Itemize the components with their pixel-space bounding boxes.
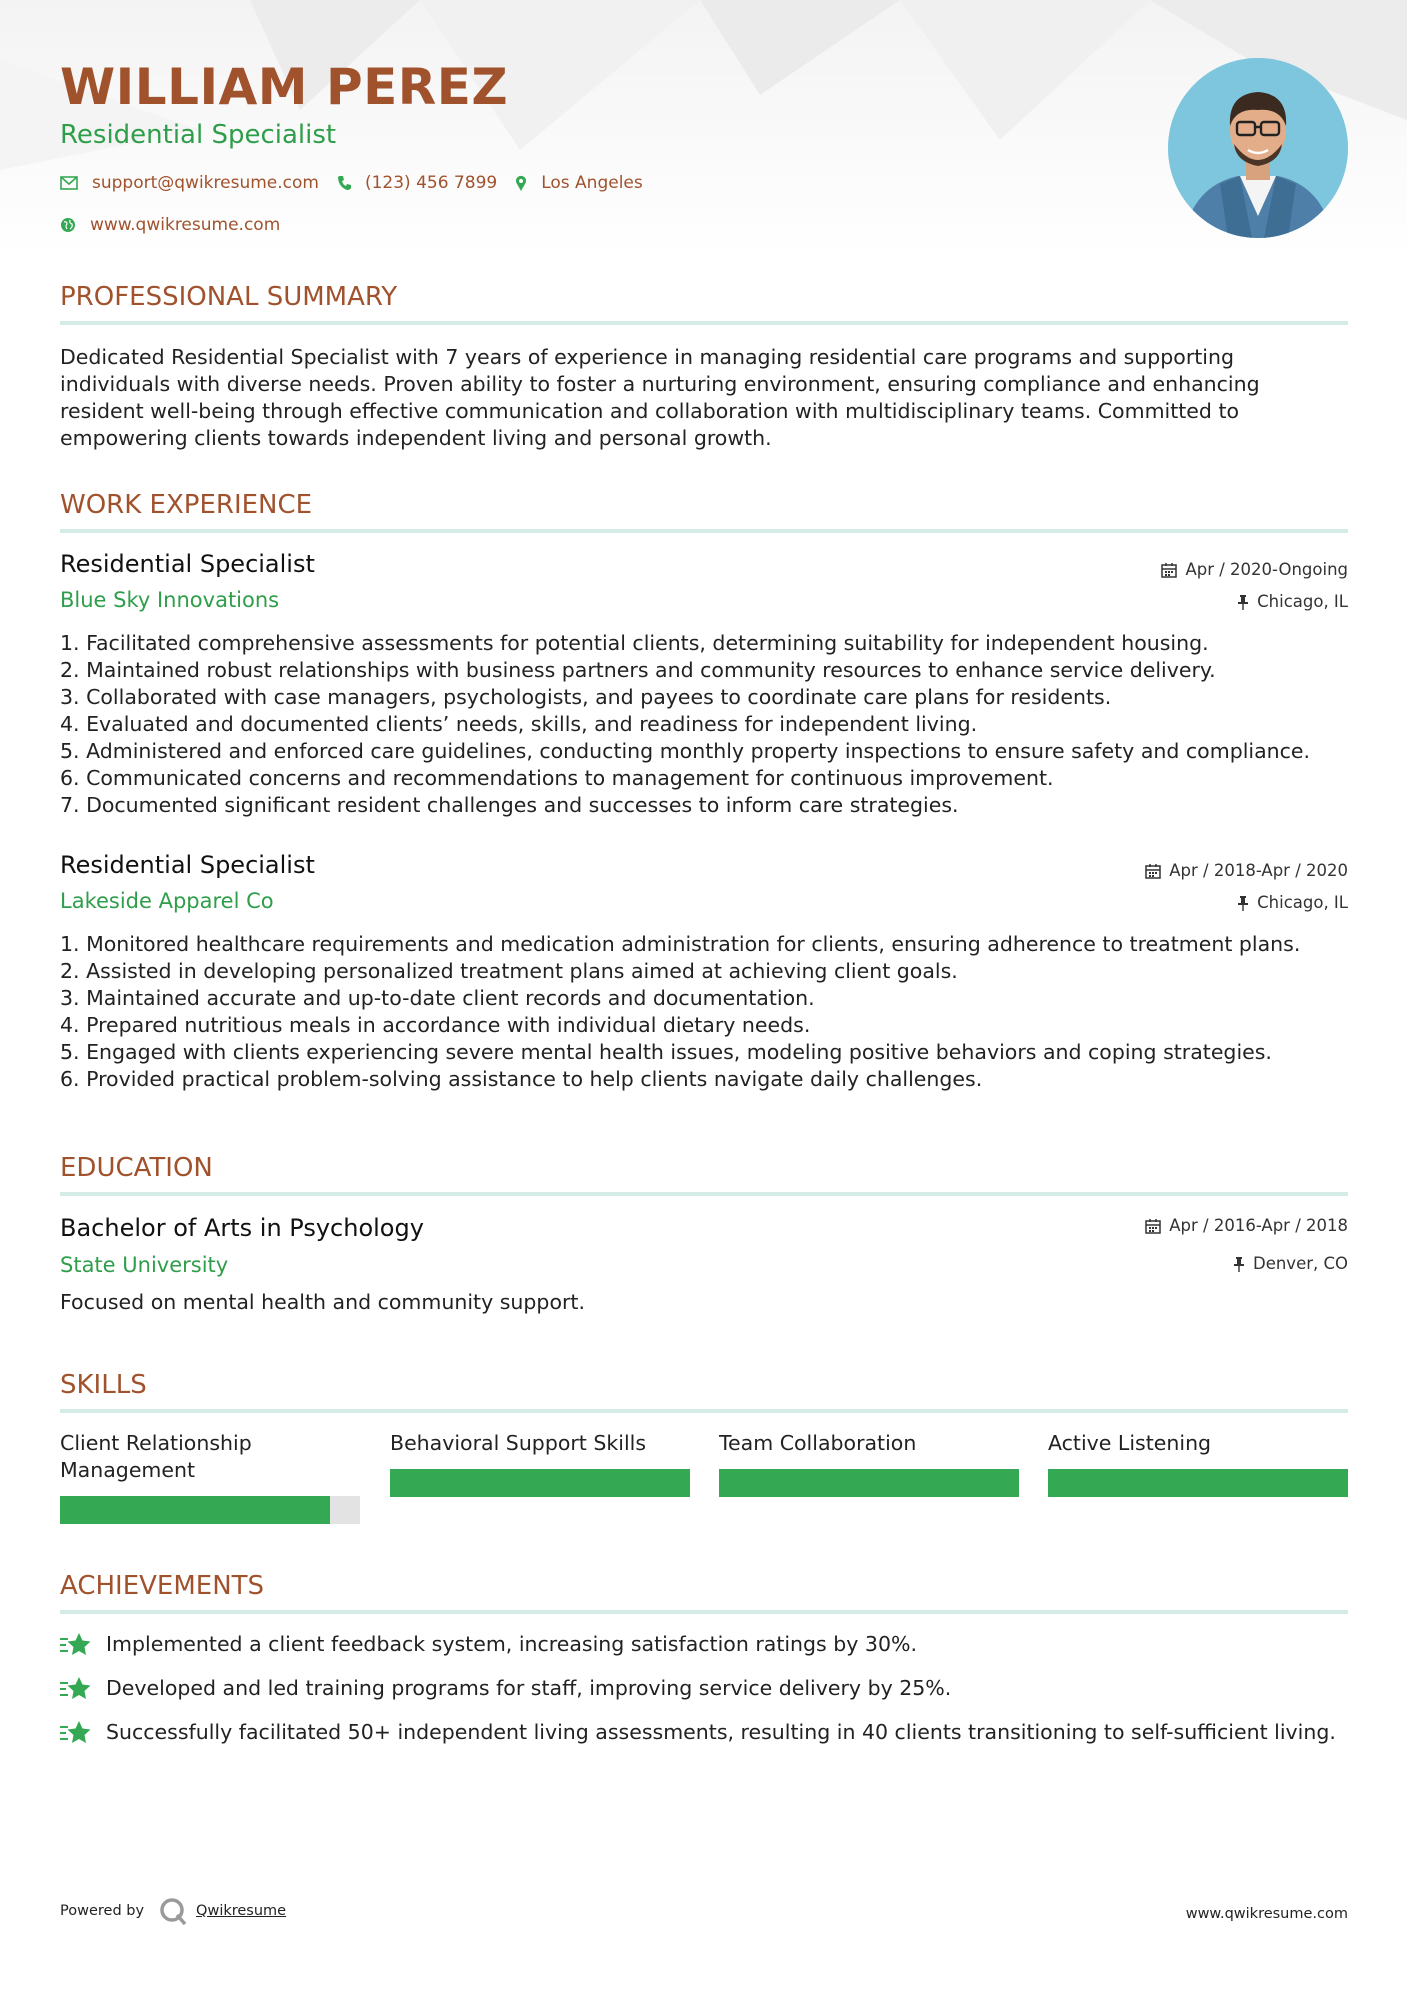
pushpin-icon <box>1237 895 1249 911</box>
job-company: Blue Sky Innovations <box>60 588 280 612</box>
candidate-title: Residential Specialist <box>60 120 337 150</box>
skill-bar-fill <box>60 1496 330 1524</box>
skills-heading: SKILLS <box>60 1370 147 1400</box>
job-location-text: Chicago, IL <box>1257 893 1348 912</box>
skill-bar-fill <box>390 1469 690 1497</box>
job-dates <box>1145 861 1348 880</box>
contact-row-primary <box>60 173 661 193</box>
skill-bar <box>719 1469 1019 1497</box>
job-bullets <box>60 931 1348 1093</box>
skills-divider <box>60 1409 1348 1413</box>
website-text: www.qwikresume.com <box>90 215 281 235</box>
list-item: 3. Collaborated with case managers, psychologists, and payees to coordinate care plans for residents. <box>60 685 1112 709</box>
school-name: State University <box>60 1253 229 1277</box>
education-heading: EDUCATION <box>60 1153 213 1183</box>
education-dates <box>1145 1216 1348 1235</box>
list-item: 5. Engaged with clients experiencing severe mental health issues, modeling positive behaviors and coping strategies. <box>60 1040 1272 1064</box>
skill-name-line: Active Listening <box>1048 1431 1212 1455</box>
candidate-name: WILLIAM PEREZ <box>60 58 509 116</box>
summary-line: empowering clients towards independent living and personal growth. <box>60 426 772 450</box>
summary-line: individuals with diverse needs. Proven ability to foster a nurturing environment, ensuring compliance and enhancing <box>60 372 1260 396</box>
list-item: 2. Assisted in developing personalized treatment plans aimed at achieving client goals. <box>60 959 958 983</box>
skill-name-line: Client Relationship <box>60 1431 252 1455</box>
job-dates-text: Apr / 2018-Apr / 2020 <box>1169 861 1348 880</box>
skill-item <box>719 1430 1019 1457</box>
skill-item <box>60 1430 360 1484</box>
skill-bar-fill <box>1048 1469 1348 1497</box>
achievement-item <box>60 1719 1336 1745</box>
job-location <box>1237 893 1348 912</box>
powered-by-label: Powered by <box>60 1903 145 1919</box>
contact-phone[interactable] <box>337 173 497 193</box>
contact-location <box>515 173 643 193</box>
summary-divider <box>60 321 1348 325</box>
star-icon <box>60 1675 92 1701</box>
qwikresume-link[interactable]: Qwikresume <box>196 1903 287 1919</box>
achievement-item <box>60 1675 951 1701</box>
education-description: Focused on mental health and community support. <box>60 1290 585 1314</box>
achievement-text: Successfully facilitated 50+ independent living assessments, resulting in 40 clients transitioning to self-sufficient living. <box>106 1720 1336 1744</box>
phone-text: (123) 456 7899 <box>364 173 498 193</box>
summary-text <box>60 344 1348 452</box>
contact-row-secondary <box>60 215 298 235</box>
list-item: 4. Prepared nutritious meals in accordance with individual dietary needs. <box>60 1013 811 1037</box>
job-company: Lakeside Apparel Co <box>60 889 274 913</box>
qwikresume-logo-icon <box>158 1896 188 1926</box>
skill-bar <box>1048 1469 1348 1497</box>
skill-item <box>1048 1430 1348 1457</box>
list-item: 6. Provided practical problem-solving assistance to help clients navigate daily challenges. <box>60 1067 983 1091</box>
achievement-text: Developed and led training programs for staff, improving service delivery by 25%. <box>106 1676 952 1700</box>
achievement-text: Implemented a client feedback system, increasing satisfaction ratings by 30%. <box>106 1632 917 1656</box>
summary-line: resident well-being through effective communication and collaboration with multidisciplinary teams. Committed to <box>60 399 1240 423</box>
degree-title: Bachelor of Arts in Psychology <box>60 1214 424 1242</box>
experience-heading: WORK EXPERIENCE <box>60 490 313 520</box>
experience-divider <box>60 529 1348 533</box>
skill-name-line: Behavioral Support Skills <box>390 1431 647 1455</box>
skill-bar <box>60 1496 360 1524</box>
star-icon <box>60 1719 92 1745</box>
location-text: Los Angeles <box>541 173 643 193</box>
contact-email[interactable] <box>60 173 319 193</box>
skill-item <box>390 1430 690 1457</box>
job-title: Residential Specialist <box>60 550 315 578</box>
job-dates-text: Apr / 2020-Ongoing <box>1185 560 1348 579</box>
list-item: 4. Evaluated and documented clients’ needs, skills, and readiness for independent living. <box>60 712 978 736</box>
list-item: 6. Communicated concerns and recommendations to management for continuous improvement. <box>60 766 1054 790</box>
footer-website[interactable]: www.qwikresume.com <box>1185 1906 1348 1922</box>
pushpin-icon <box>1233 1256 1245 1272</box>
footer-powered-by <box>60 1896 286 1926</box>
calendar-icon <box>1161 562 1177 578</box>
achievement-item <box>60 1631 917 1657</box>
job-location <box>1237 592 1348 611</box>
education-divider <box>60 1192 1348 1196</box>
education-dates-text: Apr / 2016-Apr / 2018 <box>1169 1216 1348 1235</box>
education-location <box>1233 1254 1348 1273</box>
star-icon <box>60 1631 92 1657</box>
skill-name-line: Team Collaboration <box>719 1431 917 1455</box>
globe-icon <box>60 217 76 233</box>
email-text: support@qwikresume.com <box>92 173 319 193</box>
list-item: 5. Administered and enforced care guidelines, conducting monthly property inspections to ensure safety and compliance. <box>60 739 1311 763</box>
education-location-text: Denver, CO <box>1252 1254 1348 1273</box>
phone-icon <box>337 175 351 191</box>
skill-bar-fill <box>719 1469 1019 1497</box>
calendar-icon <box>1145 1218 1161 1234</box>
list-item: 2. Maintained robust relationships with business partners and community resources to enhance service delivery. <box>60 658 1216 682</box>
job-location-text: Chicago, IL <box>1257 592 1348 611</box>
envelope-icon <box>60 176 78 190</box>
achievements-divider <box>60 1610 1348 1614</box>
list-item: 7. Documented significant resident challenges and successes to inform care strategies. <box>60 793 959 817</box>
job-dates <box>1161 560 1348 579</box>
calendar-icon <box>1145 863 1161 879</box>
list-item: 1. Facilitated comprehensive assessments for potential clients, determining suitability for independent housing. <box>60 631 1209 655</box>
map-pin-icon <box>515 175 527 192</box>
pushpin-icon <box>1237 594 1249 610</box>
achievements-heading: ACHIEVEMENTS <box>60 1571 265 1601</box>
skill-name-line: Management <box>60 1458 196 1482</box>
contact-website[interactable] <box>60 215 280 235</box>
skill-bar <box>390 1469 690 1497</box>
avatar-illustration <box>1168 58 1348 238</box>
summary-line: Dedicated Residential Specialist with 7 years of experience in managing residential care programs and supporting <box>60 345 1235 369</box>
job-title: Residential Specialist <box>60 851 315 879</box>
summary-heading: PROFESSIONAL SUMMARY <box>60 282 398 312</box>
list-item: 1. Monitored healthcare requirements and medication administration for clients, ensuring adherence to treatment plans. <box>60 932 1301 956</box>
job-bullets <box>60 630 1348 819</box>
list-item: 3. Maintained accurate and up-to-date client records and documentation. <box>60 986 815 1010</box>
profile-photo <box>1168 58 1348 238</box>
